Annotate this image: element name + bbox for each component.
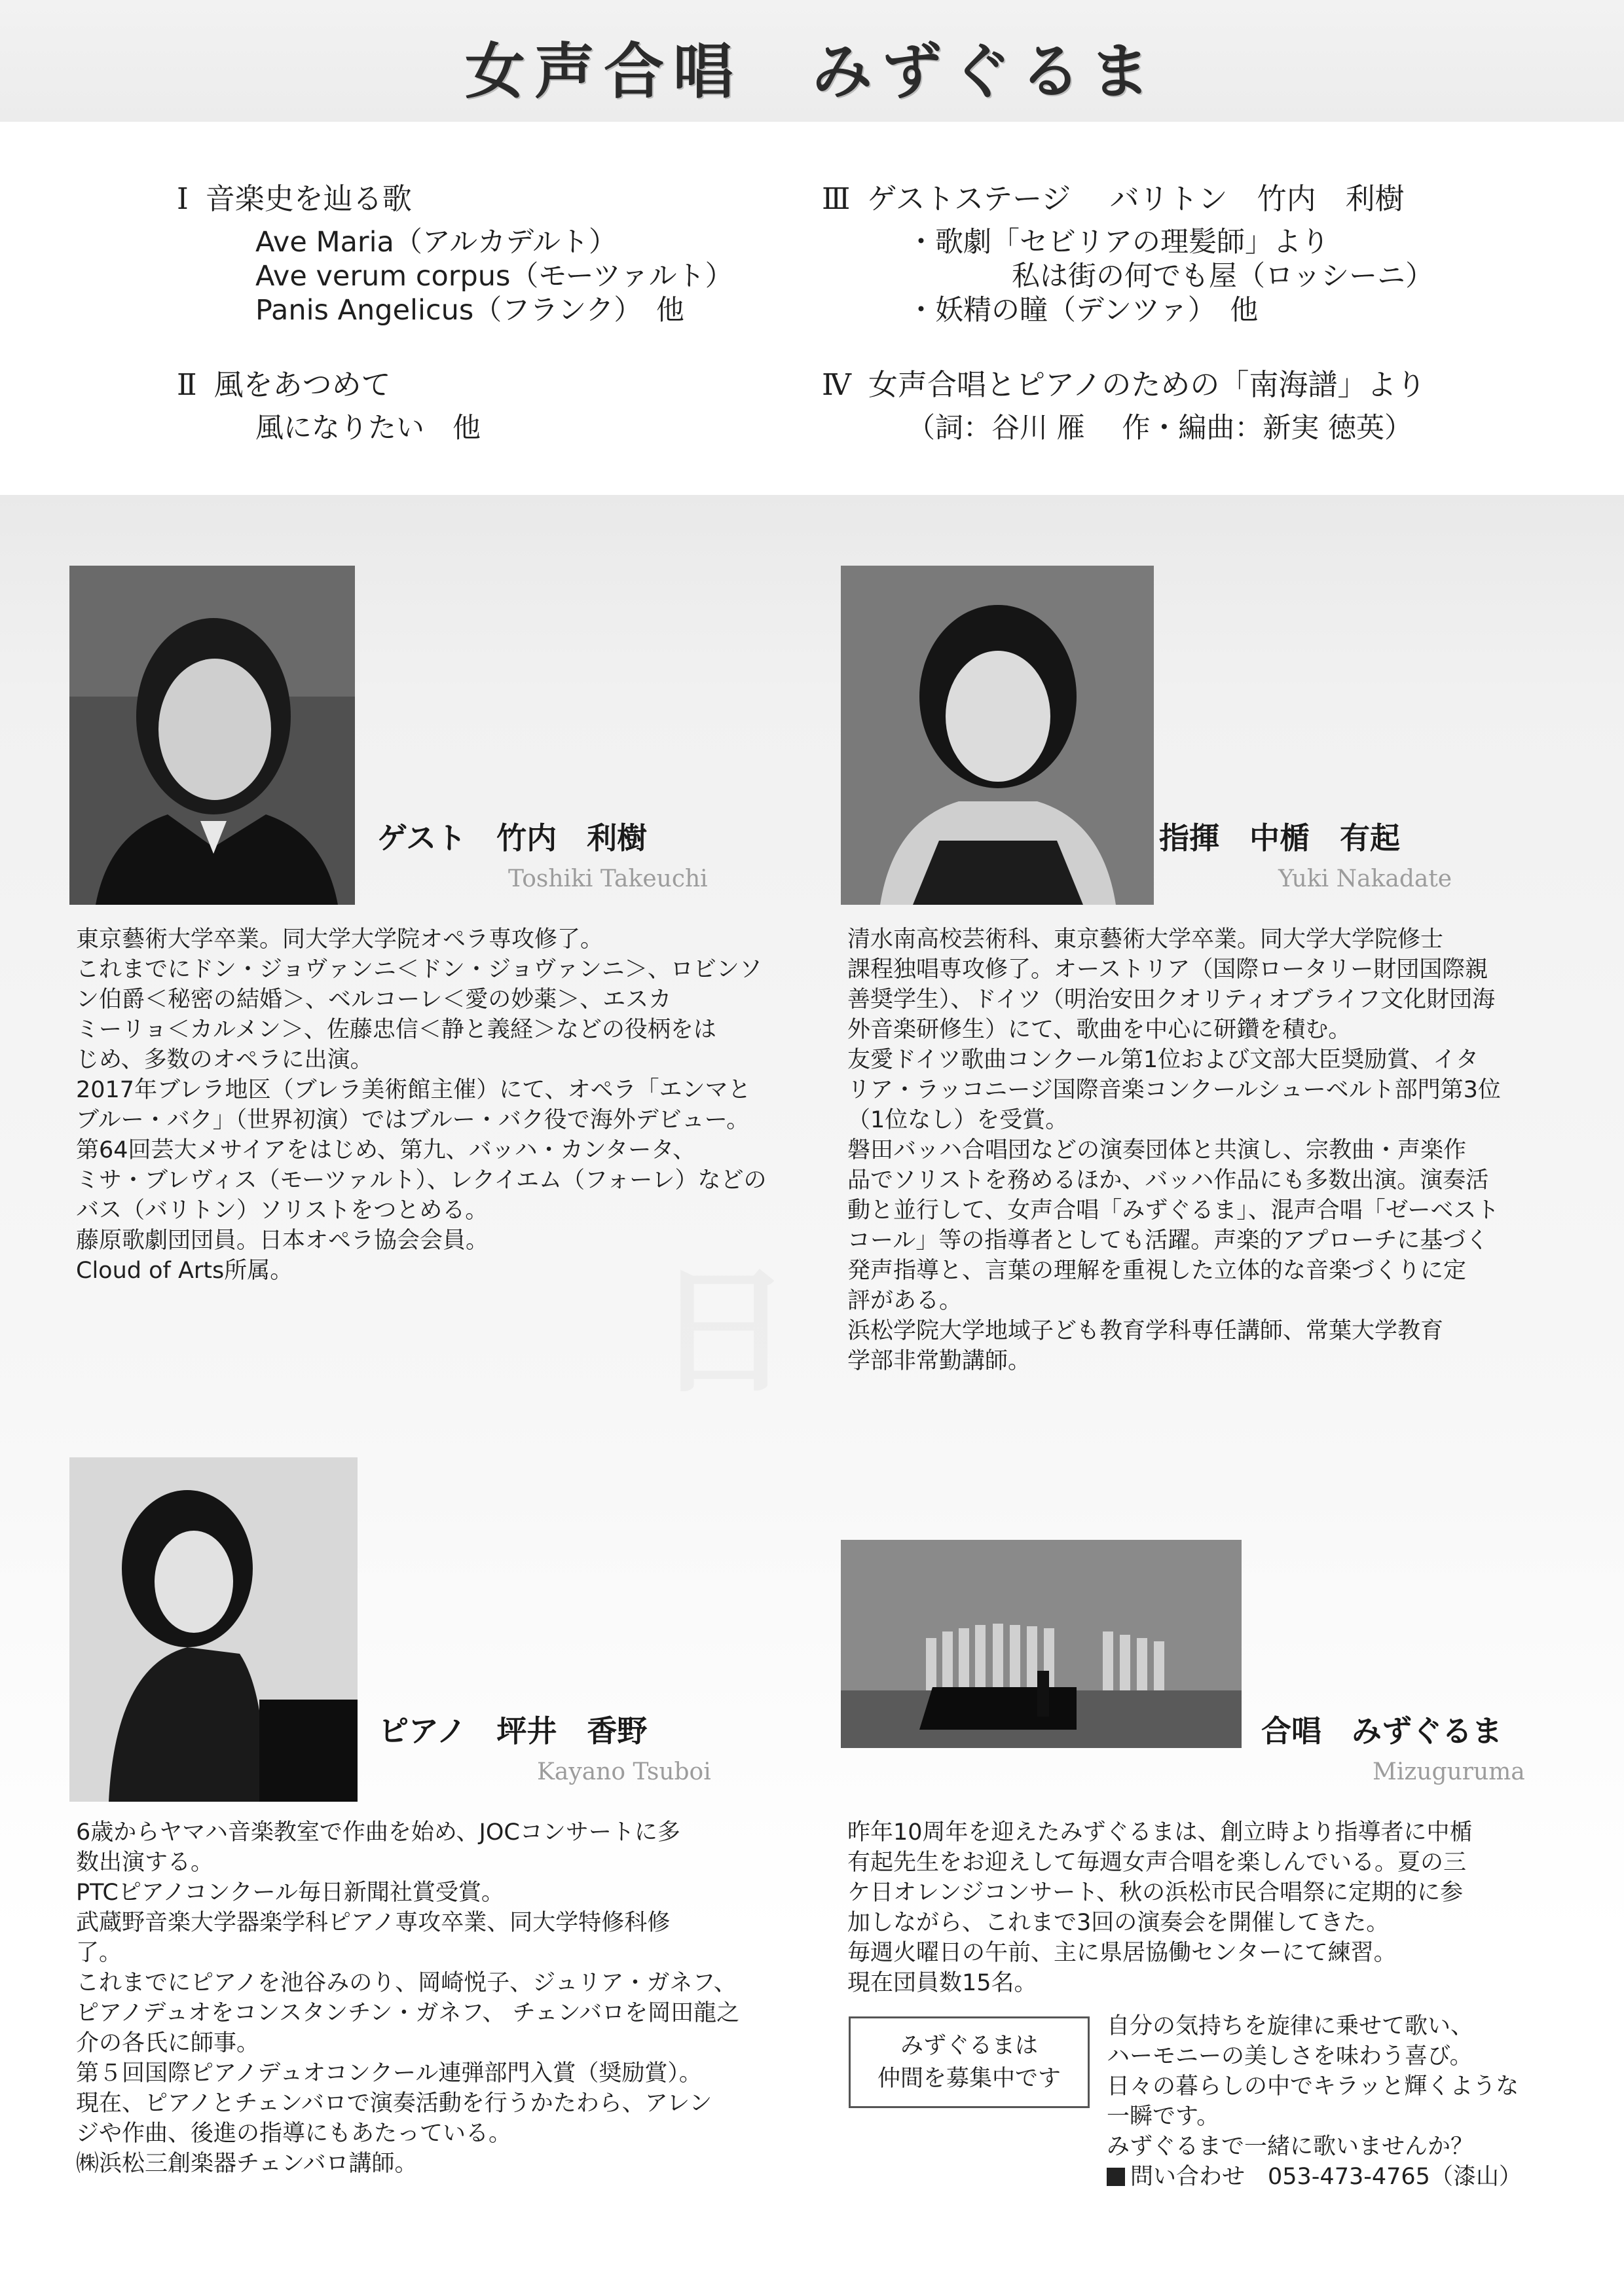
- bio-line: 毎週火曜日の午前、主に県居協働センターにて練習。: [847, 1940, 1397, 1966]
- program-item: Ave Maria（アルカデルト）: [255, 226, 618, 259]
- program-part-1: [177, 179, 733, 327]
- conductor-roman-name: Yuki Nakadate: [1278, 866, 1452, 892]
- bio-line: PTCピアノコンクール毎日新聞社賞受賞。: [76, 1880, 504, 1906]
- pianist-photo: [69, 1457, 358, 1802]
- program-item: Ave verum corpus（モーツァルト）: [255, 260, 733, 293]
- program-column-left: [177, 179, 733, 483]
- bio-line: 昨年10周年を迎えたみずぐるまは、創立時より指導者に中楯: [847, 1819, 1473, 1846]
- program-item: 風になりたい 他: [255, 412, 481, 445]
- bio-line: 2017年ブレラ地区（ブレラ美術館主催）にて、オペラ「エンマと: [76, 1077, 751, 1103]
- square-bullet-icon: [1107, 2168, 1125, 2186]
- part-heading: ゲストステージ バリトン 竹内 利樹: [867, 181, 1405, 216]
- contact-text: 問い合わせ 053-473-4765（漆山）: [1130, 2164, 1522, 2190]
- recruit-line: 仲間を募集中です: [877, 2066, 1061, 2092]
- bio-line: ン伯爵＜秘密の結婚＞、ベルコーレ＜愛の妙薬＞、エスカ: [76, 987, 672, 1013]
- bio-line: 浜松学院大学地域子ども教育学科専任講師、常葉大学教育: [847, 1318, 1444, 1344]
- program-item: ・妖精の瞳（デンツァ） 他: [907, 294, 1259, 327]
- bio-line: 第５回国際ピアノデュオコンクール連弾部門入賞（奨励賞）。: [76, 2060, 702, 2086]
- bio-line: 第64回芸大メサイアをはじめ、第九、バッハ・カンタータ、: [76, 1137, 696, 1163]
- bio-line: 現在、ピアノとチェンバロで演奏活動を行うかたわら、アレン: [76, 2090, 712, 2117]
- bio-line: ピアノデュオをコンスタンチン・ガネフ、 チェンバロを岡田龍之: [76, 2000, 740, 2026]
- conductor-name: 指揮 中楯 有起: [1159, 820, 1400, 856]
- bio-line: これまでにピアノを池谷みのり、岡崎悦子、ジュリア・ガネフ、: [76, 1970, 737, 1996]
- guest-photo: [69, 566, 355, 905]
- part-number: Ⅱ: [177, 367, 197, 402]
- conductor-photo: [841, 566, 1154, 905]
- bio-line: ㈱浜松三創楽器チェンバロ講師。: [76, 2151, 418, 2177]
- message-line: ハーモニーの美しさを味わう喜び。: [1107, 2043, 1473, 2069]
- program-part-2: [177, 365, 733, 445]
- program-item: ・歌劇「セビリアの理髪師」より: [907, 226, 1329, 259]
- bio-line: 武蔵野音楽大学器楽学科ピアノ専攻卒業、同大学特修科修: [76, 1910, 671, 1936]
- bio-line: ミーリョ＜カルメン＞、佐藤忠信＜静と義経＞などの役柄をは: [76, 1017, 716, 1043]
- recruit-line: みずぐるまは: [900, 2033, 1038, 2059]
- bio-line: じめ、多数のオペラに出演。: [76, 1047, 373, 1073]
- bio-line: 課程独唱専攻修了。オーストリア（国際ロータリー財団国際親: [847, 957, 1488, 983]
- message-line: 自分の気持ちを旋律に乗せて歌い、: [1107, 2013, 1474, 2039]
- choir-roman-name: Mizuguruma: [1373, 1758, 1525, 1785]
- bio-line: 現在団員数15名。: [847, 1970, 1037, 1996]
- choir-message: [1107, 2011, 1522, 2192]
- program-item: Panis Angelicus（フランク） 他: [255, 294, 684, 327]
- bio-line: （1位なし）を受賞。: [847, 1107, 1069, 1133]
- bio-line: 学部非常勤講師。: [847, 1348, 1031, 1374]
- bio-line: 有起先生をお迎えして毎週女声合唱を楽しんでいる。夏の三: [847, 1850, 1467, 1876]
- pianist-name: ピアノ 坪井 香野: [378, 1713, 648, 1749]
- bio-line: Cloud of Arts所属。: [76, 1258, 293, 1284]
- bio-line: 外音楽研修生）にて、歌曲を中心に研鑽を積む。: [847, 1017, 1352, 1043]
- pianist-roman-name: Kayano Tsuboi: [537, 1758, 711, 1785]
- bio-line: 磐田バッハ合唱団などの演奏団体と共演し、宗教曲・声楽作: [847, 1137, 1467, 1163]
- recruit-box: [849, 2016, 1090, 2108]
- program-column-right: [822, 179, 1433, 483]
- bio-line: 藤原歌劇団団員。日本オペラ協会会員。: [76, 1228, 489, 1254]
- part-heading: 女声合唱とピアノのための「南海譜」より: [868, 367, 1426, 402]
- message-line: 一瞬です。: [1107, 2104, 1220, 2130]
- bio-line: 友愛ドイツ歌曲コンクール第1位および文部大臣奨励賞、イタ: [847, 1047, 1479, 1073]
- bio-line: 加しながら、これまで3回の演奏会を開催してきた。: [847, 1910, 1390, 1936]
- guest-name: ゲスト 竹内 利樹: [377, 820, 648, 856]
- part-heading: 風をあつめて: [213, 367, 391, 402]
- page-title: 女声合唱 みずぐるま: [464, 36, 1159, 107]
- conductor-bio: [847, 924, 1501, 1376]
- bio-line: 善奨学生）、ドイツ（明治安田クオリティオブライフ文化財団海: [847, 987, 1496, 1013]
- pianist-bio: [76, 1817, 739, 2179]
- bio-line: 評がある。: [847, 1288, 963, 1314]
- title-band: [0, 0, 1624, 124]
- program-section: [0, 122, 1624, 495]
- bio-line: 了。: [76, 1940, 122, 1966]
- message-line: 日々の暮らしの中でキラッと輝くような: [1107, 2073, 1519, 2100]
- part-number: Ⅰ: [177, 181, 189, 216]
- bio-line: これまでにドン・ジョヴァンニ＜ドン・ジョヴァンニ＞、ロビンソ: [76, 957, 762, 983]
- program-part-3: [822, 179, 1433, 327]
- guest-roman-name: Toshiki Takeuchi: [508, 866, 708, 892]
- program-item: （詞：谷川 雁 作・編曲：新実 徳英）: [907, 412, 1413, 445]
- bio-line: 品でソリストを務めるほか、バッハ作品にも多数出演。演奏活: [847, 1167, 1489, 1194]
- bio-line: 発声指導と、言葉の理解を重視した立体的な音楽づくりに定: [847, 1258, 1467, 1284]
- bio-line: 介の各氏に師事。: [76, 2030, 260, 2056]
- bio-line: ブルー・バク」（世界初演）ではブルー・バク役で海外デビュー。: [76, 1107, 750, 1133]
- bio-line: ケ日オレンジコンサート、秋の浜松市民合唱祭に定期的に参: [847, 1880, 1464, 1906]
- guest-bio: [76, 924, 767, 1286]
- part-number: Ⅳ: [822, 367, 851, 402]
- bio-line: 東京藝術大学卒業。同大学大学院オペラ専攻修了。: [76, 926, 604, 953]
- bio-line: 動と並行して、女声合唱「みずぐるま」、混声合唱「ゼーベスト: [847, 1197, 1500, 1224]
- bio-line: バス（バリトン）ソリストをつとめる。: [76, 1197, 489, 1224]
- part-heading: 音楽史を辿る歌: [205, 181, 412, 216]
- bio-line: ミサ・ブレヴィス（モーツァルト）、レクイエム（フォーレ）などの: [76, 1167, 767, 1194]
- bio-line: 数出演する。: [76, 1850, 214, 1876]
- program-item: 私は街の何でも屋（ロッシーニ）: [1012, 260, 1434, 293]
- message-line: みずぐるまで一緒に歌いませんか？: [1107, 2134, 1474, 2160]
- choir-photo: [841, 1540, 1242, 1748]
- bio-line: 清水南高校芸術科、東京藝術大学卒業。同大学大学院修士: [847, 926, 1444, 953]
- contact-line: [1107, 2162, 1522, 2192]
- part-number: Ⅲ: [822, 181, 851, 216]
- bio-line: 6歳からヤマハ音楽教室で作曲を始め、JOCコンサートに多: [76, 1819, 680, 1846]
- choir-bio: [847, 1817, 1473, 1998]
- bio-line: リア・ラッコニージ国際音楽コンクールシューベルト部門第3位: [847, 1077, 1501, 1103]
- choir-name: 合唱 みずぐるま: [1261, 1713, 1502, 1749]
- bio-line: コール」等の指導者としても活躍。声楽的アプローチに基づく: [847, 1228, 1489, 1254]
- program-part-4: [822, 365, 1433, 445]
- bio-line: ジや作曲、後進の指導にもあたっている。: [76, 2121, 512, 2147]
